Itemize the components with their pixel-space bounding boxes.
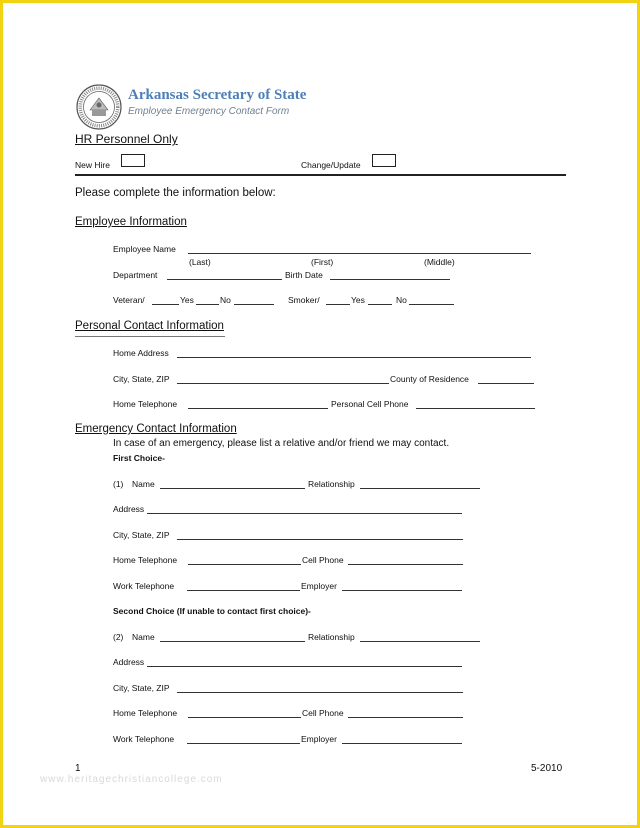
veteran-no-field[interactable] xyxy=(196,304,219,305)
smoker-label: Smoker/ xyxy=(288,295,320,305)
middle-name-caption: (Middle) xyxy=(424,257,455,267)
city-state-zip-label: City, State, ZIP xyxy=(113,374,170,384)
contact2-employer-field[interactable] xyxy=(342,743,462,744)
contact1-work-tel-label: Work Telephone xyxy=(113,581,175,591)
contact2-home-tel-label: Home Telephone xyxy=(113,708,178,718)
personal-contact-title: Personal Contact Information xyxy=(75,320,224,332)
watermark: www.heritagechristiancollege.com xyxy=(40,774,223,785)
home-address-field[interactable] xyxy=(177,357,531,358)
contact2-cell-field[interactable] xyxy=(348,717,463,718)
county-field[interactable] xyxy=(478,383,534,384)
smoker-no-label: No xyxy=(396,295,407,305)
contact1-address-label: Address xyxy=(113,504,145,514)
hr-section-title: HR Personnel Only xyxy=(75,132,178,146)
page-number: 1 xyxy=(75,763,81,774)
contact1-cell-field[interactable] xyxy=(348,564,463,565)
employee-info-title: Employee Information xyxy=(75,216,187,228)
contact1-relationship-field[interactable] xyxy=(360,488,480,489)
second-choice-label: Second Choice (If unable to contact first choice)- xyxy=(113,606,311,616)
birth-date-field[interactable] xyxy=(330,279,450,280)
home-telephone-field[interactable] xyxy=(188,408,328,409)
smoker-yes-field[interactable] xyxy=(326,304,350,305)
contact1-address-field[interactable] xyxy=(147,513,462,514)
contact1-city-field[interactable] xyxy=(177,539,463,540)
city-state-zip-field[interactable] xyxy=(177,383,389,384)
org-title: Arkansas Secretary of State xyxy=(128,87,307,103)
emergency-instruction: In case of an emergency, please list a relative and/or friend we may contact. xyxy=(113,438,450,449)
contact1-employer-label: Employer xyxy=(301,581,337,591)
contact2-work-tel-field[interactable] xyxy=(187,743,300,744)
contact2-name-label: Name xyxy=(132,632,155,642)
new-hire-label: New Hire xyxy=(75,160,110,170)
emergency-contact-title: Emergency Contact Information xyxy=(75,423,237,435)
county-label: County of Residence xyxy=(390,374,469,384)
employee-name-field[interactable] xyxy=(188,253,531,254)
contact2-number: (2) xyxy=(113,632,124,642)
home-address-label: Home Address xyxy=(113,348,169,358)
section-divider xyxy=(75,174,566,176)
contact1-employer-field[interactable] xyxy=(342,590,462,591)
contact2-name-field[interactable] xyxy=(160,641,305,642)
home-telephone-label: Home Telephone xyxy=(113,399,178,409)
smoker-yes-label: Yes xyxy=(351,295,365,305)
revision-date: 5-2010 xyxy=(531,763,563,774)
personal-cell-label: Personal Cell Phone xyxy=(331,399,409,409)
state-seal-icon xyxy=(76,84,122,130)
contact2-address-field[interactable] xyxy=(147,666,462,667)
contact1-home-tel-field[interactable] xyxy=(188,564,301,565)
contact2-city-field[interactable] xyxy=(177,692,463,693)
last-name-caption: (Last) xyxy=(189,257,211,267)
change-update-checkbox[interactable] xyxy=(372,154,396,167)
form-subtitle: Employee Emergency Contact Form xyxy=(128,106,290,117)
contact1-work-tel-field[interactable] xyxy=(187,590,300,591)
department-field[interactable] xyxy=(167,279,282,280)
first-name-caption: (First) xyxy=(311,257,334,267)
personal-cell-field[interactable] xyxy=(416,408,535,409)
contact2-home-tel-field[interactable] xyxy=(188,717,301,718)
contact2-employer-label: Employer xyxy=(301,734,337,744)
contact2-cell-label: Cell Phone xyxy=(302,708,344,718)
smoker-no-blank[interactable] xyxy=(409,304,454,305)
employee-name-label: Employee Name xyxy=(113,244,176,254)
intro-text: Please complete the information below: xyxy=(75,187,276,199)
first-choice-label: First Choice- xyxy=(113,453,165,463)
contact1-name-label: Name xyxy=(132,479,155,489)
veteran-no-label: No xyxy=(220,295,231,305)
veteran-no-blank[interactable] xyxy=(234,304,274,305)
contact2-city-label: City, State, ZIP xyxy=(113,683,170,693)
change-update-label: Change/Update xyxy=(301,160,361,170)
personal-contact-underline xyxy=(75,336,225,337)
contact2-address-label: Address xyxy=(113,657,145,667)
department-label: Department xyxy=(113,270,158,280)
new-hire-checkbox[interactable] xyxy=(121,154,145,167)
smoker-no-field[interactable] xyxy=(368,304,392,305)
veteran-yes-label: Yes xyxy=(180,295,194,305)
veteran-yes-field[interactable] xyxy=(152,304,179,305)
contact1-home-tel-label: Home Telephone xyxy=(113,555,178,565)
contact2-relationship-field[interactable] xyxy=(360,641,480,642)
contact2-relationship-label: Relationship xyxy=(308,632,355,642)
contact1-name-field[interactable] xyxy=(160,488,305,489)
contact1-number: (1) xyxy=(113,479,124,489)
contact1-cell-label: Cell Phone xyxy=(302,555,344,565)
contact1-city-label: City, State, ZIP xyxy=(113,530,170,540)
contact1-relationship-label: Relationship xyxy=(308,479,355,489)
birth-date-label: Birth Date xyxy=(285,270,323,280)
contact2-work-tel-label: Work Telephone xyxy=(113,734,175,744)
veteran-label: Veteran/ xyxy=(113,295,145,305)
